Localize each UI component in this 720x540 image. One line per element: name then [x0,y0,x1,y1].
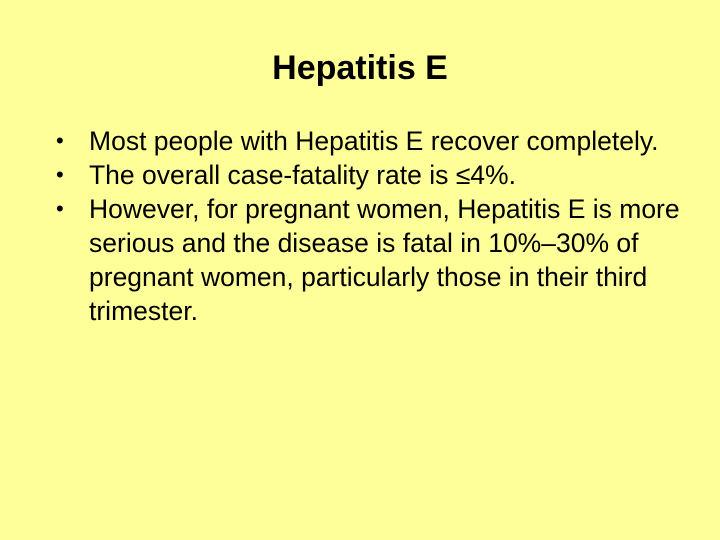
bullet-marker: • [56,196,64,221]
bullet-item [52,124,692,158]
bullet-item [52,192,692,328]
bullet-text: However, for pregnant women, Hepatitis E is more serious and the disease is fatal in 10%–30% of pregnant women, particularly those in their third trimester. [89,194,680,326]
bullet-item [52,158,692,192]
bullet-list [52,124,692,328]
bullet-marker: • [56,162,64,187]
bullet-marker: • [56,128,64,153]
slide-title: Hepatitis E [272,49,448,87]
bullet-text: The overall case-fatality rate is ≤4%. [89,160,516,190]
bullet-text: Most people with Hepatitis E recover completely. [89,126,659,156]
